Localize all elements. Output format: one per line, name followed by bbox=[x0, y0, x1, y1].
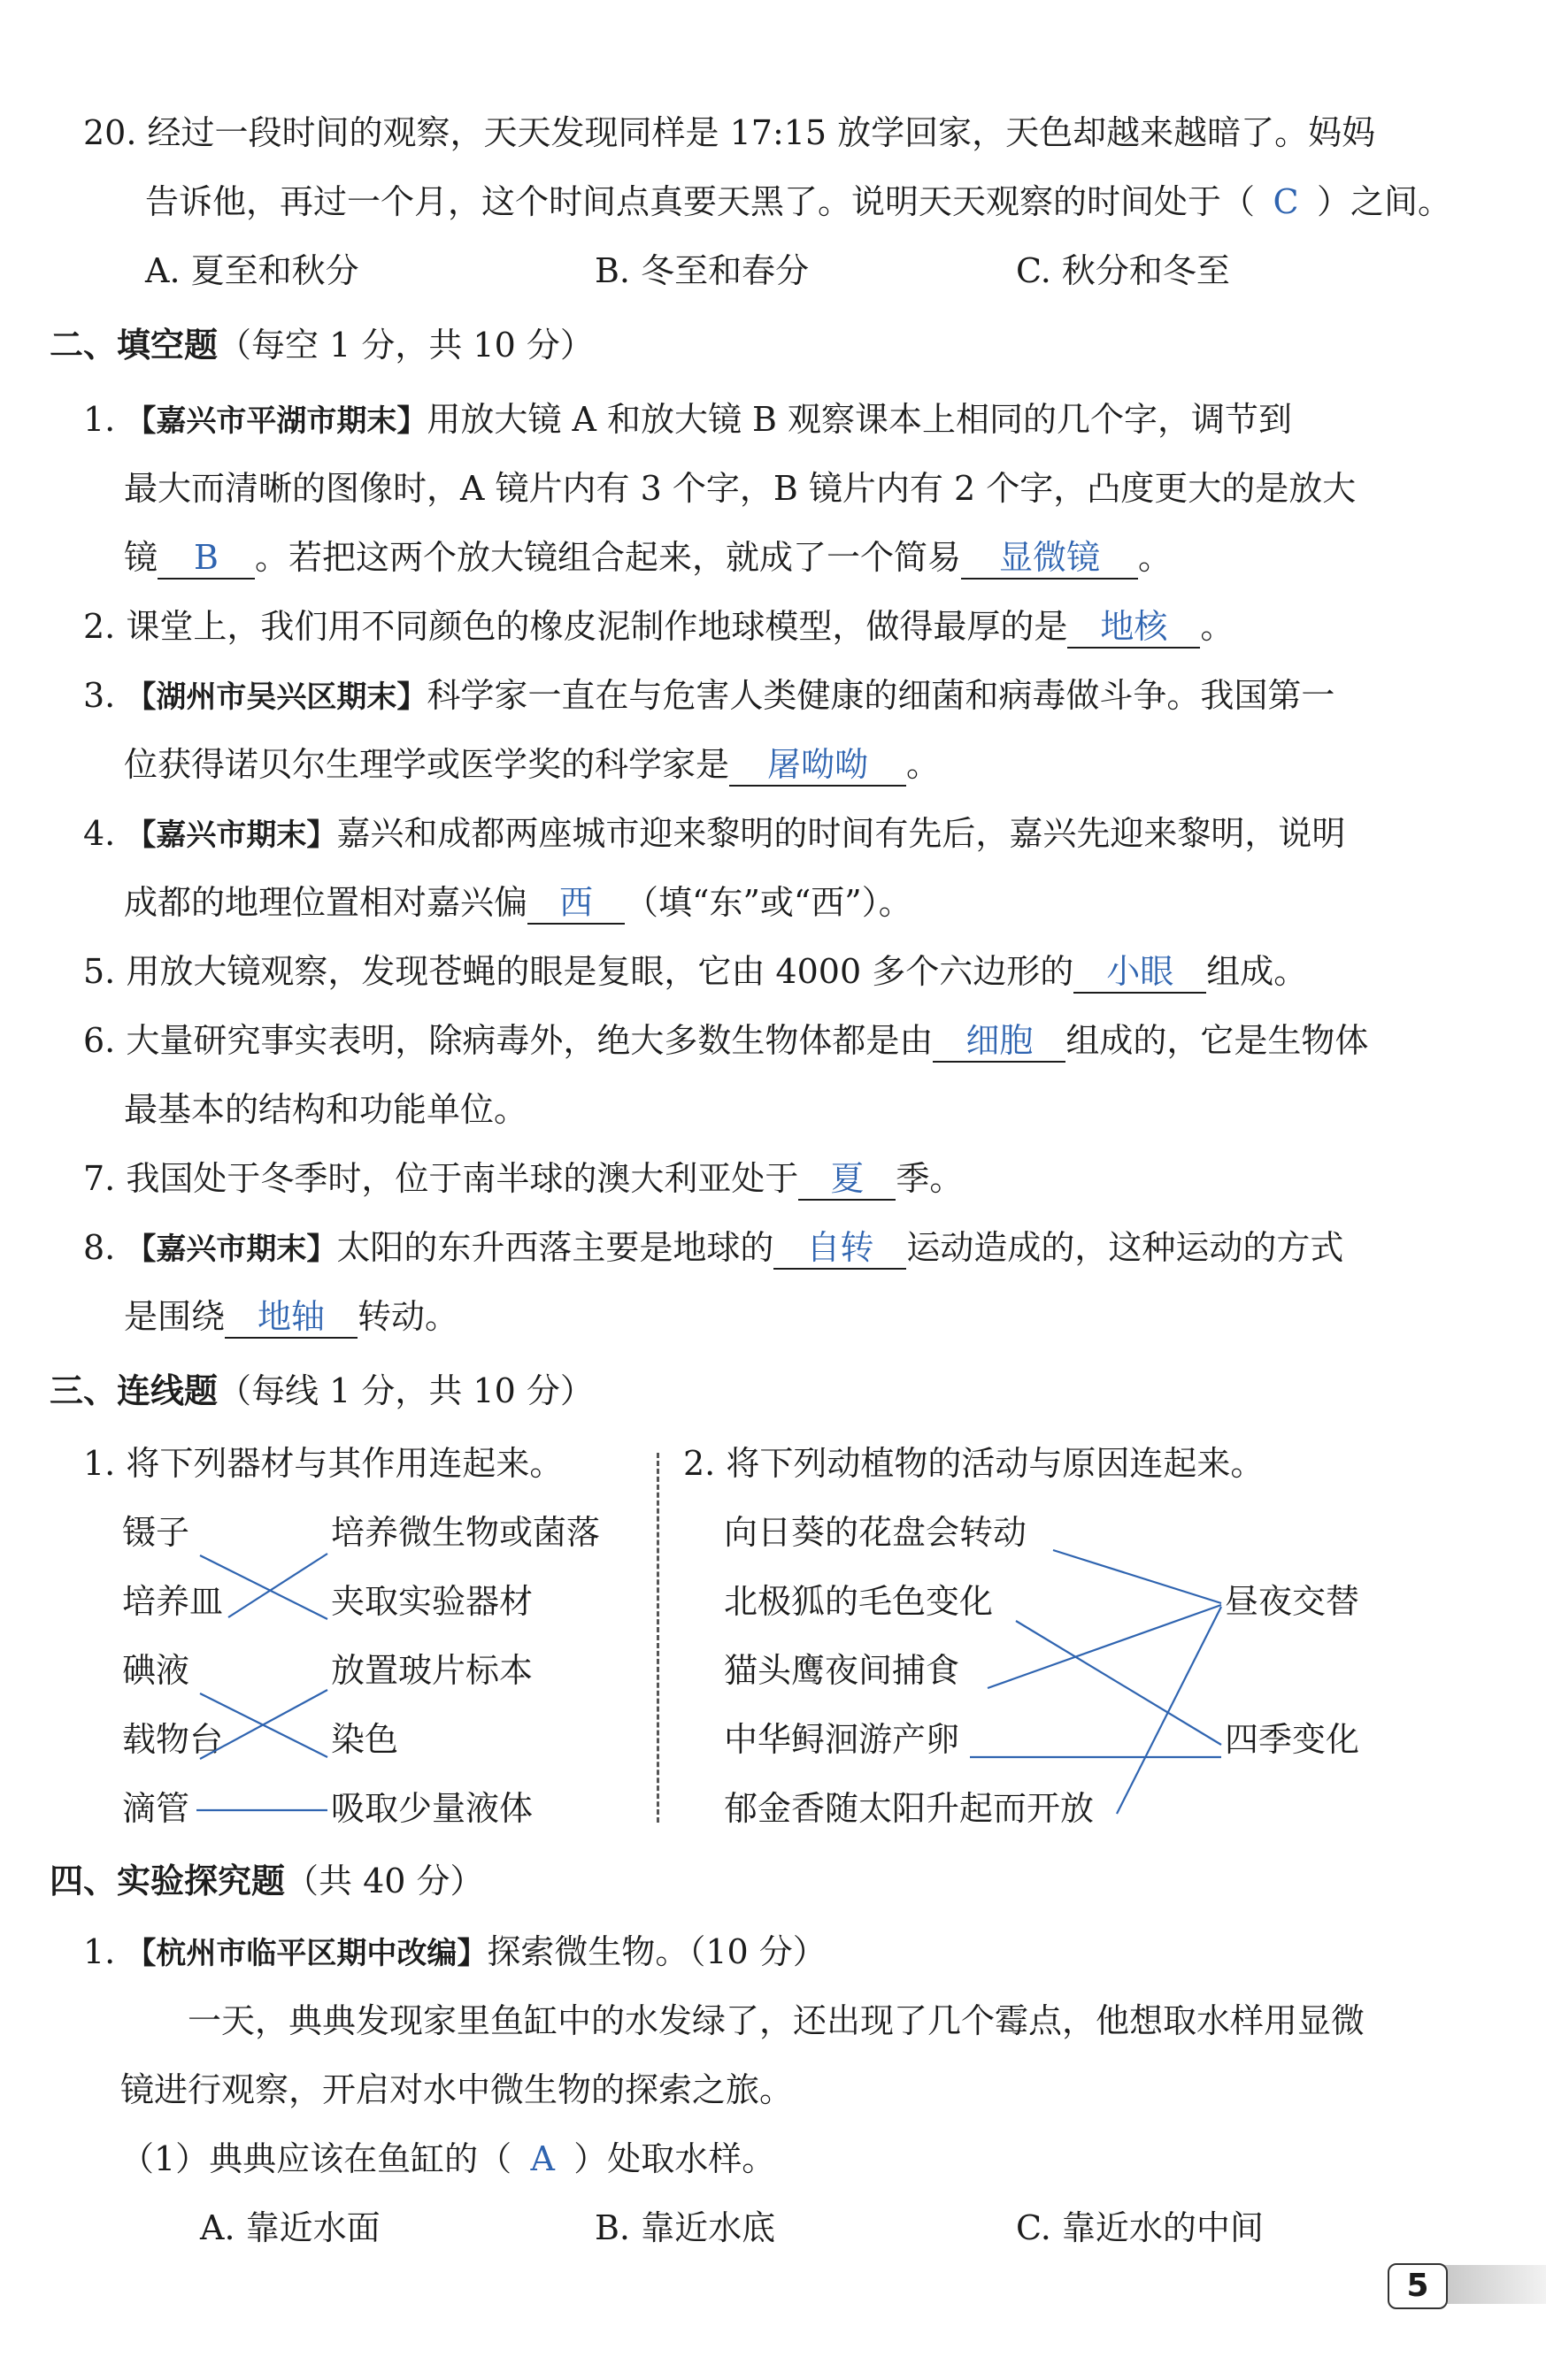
fill-q3-line1: 3. 【湖州市吴兴区期末】科学家一直在与危害人类健康的细菌和病毒做斗争。我国第一 bbox=[83, 676, 1335, 715]
answer-blank: 小眼 bbox=[1073, 951, 1206, 994]
connect-line bbox=[1117, 1607, 1221, 1814]
connect-line bbox=[1016, 1621, 1221, 1745]
match1-right-item: 吸取少量液体 bbox=[331, 1789, 534, 1828]
answer-blank: 西 bbox=[527, 882, 625, 925]
fill-q3-line2: 位获得诺贝尔生理学或医学奖的科学家是 屠呦呦 。 bbox=[124, 740, 940, 789]
answer-blank: 屠呦呦 bbox=[729, 744, 906, 787]
match1-left-item: 镊子 bbox=[122, 1513, 190, 1552]
connect-line bbox=[228, 1554, 327, 1617]
q20-answer: C bbox=[1273, 182, 1299, 221]
fill-q4-line2: 成都的地理位置相对嘉兴偏 西 （填“东”或“西”）。 bbox=[124, 878, 912, 927]
match1-right-item: 染色 bbox=[331, 1720, 399, 1759]
fill-q1-line3: 镜 B 。若把这两个放大镜组合起来，就成了一个简易 显微镜 。 bbox=[124, 533, 1172, 582]
source-tag: 【嘉兴市期末】 bbox=[126, 818, 337, 853]
exp1-option-c: C. 靠近水的中间 bbox=[1016, 2208, 1264, 2247]
answer-blank: 细胞 bbox=[933, 1020, 1065, 1063]
source-tag: 【嘉兴市平湖市期末】 bbox=[126, 403, 427, 439]
exp1-option-a: A. 靠近水面 bbox=[200, 2208, 381, 2247]
match1-right-item: 夹取实验器材 bbox=[331, 1582, 534, 1621]
fill-q6-line1: 6. 大量研究事实表明，除病毒外，绝大多数生物体都是由 细胞 组成的，它是生物体 bbox=[83, 1016, 1368, 1065]
match2-left-item: 北极狐的毛色变化 bbox=[724, 1582, 994, 1621]
match1-left-item: 碘液 bbox=[122, 1651, 190, 1690]
answer-blank: 地核 bbox=[1067, 606, 1200, 649]
fill-q8-line1: 8. 【嘉兴市期末】太阳的东升西落主要是地球的 自转 运动造成的，这种运动的方式 bbox=[83, 1223, 1343, 1274]
exp1-paragraph-line1: 一天，典典发现家里鱼缸中的水发绿了，还出现了几个霉点，他想取水样用显微 bbox=[188, 2001, 1365, 2040]
q20-option-c: C. 秋分和冬至 bbox=[1016, 251, 1230, 290]
match2-prompt: 2. 将下列动植物的活动与原因连起来。 bbox=[683, 1444, 1265, 1483]
exp1-question-1: （1）典典应该在鱼缸的（ A ）处取水样。 bbox=[120, 2134, 775, 2184]
exp1-option-b: B. 靠近水底 bbox=[595, 2208, 776, 2247]
page-number: 5 bbox=[1388, 2263, 1448, 2309]
match1-right-item: 培养微生物或菌落 bbox=[331, 1513, 601, 1552]
section-3-heading: 三、连线题（每线 1 分，共 10 分） bbox=[50, 1371, 594, 1410]
fill-q2: 2. 课堂上，我们用不同颜色的橡皮泥制作地球模型，做得最厚的是 地核 。 bbox=[83, 602, 1234, 651]
answer-blank: 显微镜 bbox=[961, 537, 1138, 580]
match2-right-item: 四季变化 bbox=[1225, 1720, 1360, 1759]
match1-left-item: 滴管 bbox=[122, 1789, 190, 1828]
match1-right-item: 放置玻片标本 bbox=[331, 1651, 534, 1690]
exp1-answer: A bbox=[530, 2139, 555, 2178]
match1-left-item: 培养皿 bbox=[122, 1582, 224, 1621]
q20-option-b: B. 冬至和春分 bbox=[595, 251, 810, 290]
connect-line bbox=[1053, 1550, 1221, 1603]
q20-line2: 告诉他，再过一个月，这个时间点真要天黑了。说明天天观察的时间处于（ C ）之间。 bbox=[145, 177, 1451, 226]
answer-blank: 夏 bbox=[798, 1158, 896, 1201]
match1-left-item: 载物台 bbox=[122, 1720, 224, 1759]
fill-q5: 5. 用放大镜观察，发现苍蝇的眼是复眼，它由 4000 多个六边形的 小眼 组成。 bbox=[83, 947, 1307, 996]
fill-q6-line2: 最基本的结构和功能单位。 bbox=[124, 1090, 528, 1129]
match2-left-item: 向日葵的花盘会转动 bbox=[724, 1513, 1027, 1552]
exp1-title: 1. 【杭州市临平区期中改编】探索微生物。（10 分） bbox=[83, 1932, 827, 1971]
fill-q8-line2: 是围绕 地轴 转动。 bbox=[124, 1292, 458, 1341]
exp1-paragraph-line2: 镜进行观察，开启对水中微生物的探索之旅。 bbox=[120, 2070, 794, 2109]
answer-blank: 自转 bbox=[773, 1227, 906, 1270]
q20-line1: 20. 经过一段时间的观察，天天发现同样是 17:15 放学回家，天色却越来越暗了。妈妈 bbox=[83, 113, 1376, 152]
match2-right-item: 昼夜交替 bbox=[1225, 1582, 1360, 1621]
match1-prompt: 1. 将下列器材与其作用连起来。 bbox=[83, 1444, 564, 1483]
q20-option-a: A. 夏至和秋分 bbox=[145, 251, 359, 290]
source-tag: 【嘉兴市期末】 bbox=[126, 1232, 337, 1267]
match2-left-item: 郁金香随太阳升起而开放 bbox=[724, 1789, 1095, 1828]
match2-left-item: 中华鲟洄游产卵 bbox=[724, 1720, 960, 1759]
fill-q1-line1: 1. 【嘉兴市平湖市期末】用放大镜 A 和放大镜 B 观察课本上相同的几个字，调节到 bbox=[83, 400, 1293, 439]
fill-q7: 7. 我国处于冬季时，位于南半球的澳大利亚处于 夏 季。 bbox=[83, 1154, 963, 1203]
source-tag: 【杭州市临平区期中改编】 bbox=[126, 1936, 488, 1971]
answer-blank: B bbox=[158, 537, 255, 580]
fill-q4-line1: 4. 【嘉兴市期末】嘉兴和成都两座城市迎来黎明的时间有先后，嘉兴先迎来黎明，说明 bbox=[83, 814, 1346, 853]
match2-left-item: 猫头鹰夜间捕食 bbox=[724, 1651, 960, 1690]
section-2-heading: 二、填空题（每空 1 分，共 10 分） bbox=[50, 326, 594, 365]
fill-q1-line2: 最大而清晰的图像时，A 镜片内有 3 个字，B 镜片内有 2 个字，凸度更大的是放大 bbox=[124, 469, 1357, 508]
answer-blank: 地轴 bbox=[225, 1296, 358, 1339]
section-4-heading: 四、实验探究题（共 40 分） bbox=[50, 1862, 484, 1900]
source-tag: 【湖州市吴兴区期末】 bbox=[126, 679, 427, 715]
